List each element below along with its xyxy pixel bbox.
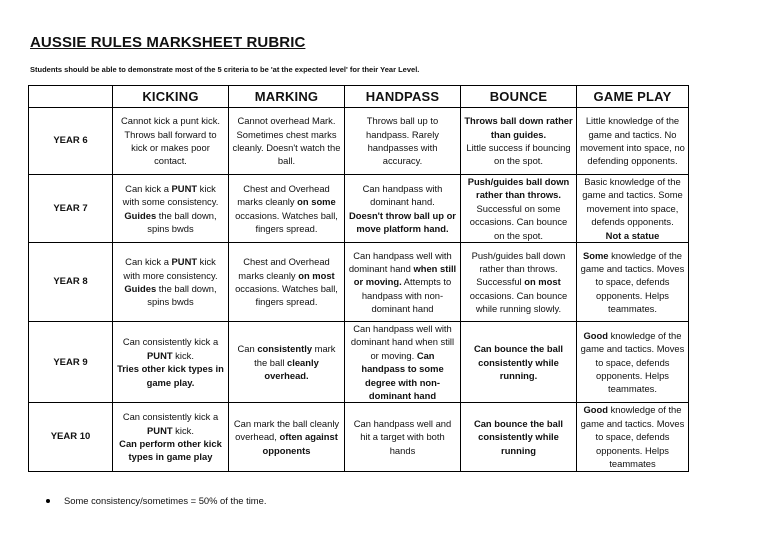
cell-text-bold: Tries other kick types in game play. <box>117 363 224 388</box>
header-bounce: BOUNCE <box>461 86 577 108</box>
subtitle: Students should be able to demonstrate most of the 5 criteria to be 'at the expected level' for their Year Level. <box>30 65 420 74</box>
bullet-icon <box>46 499 50 503</box>
cell-handpass: Can handpass well and hit a target with both hands <box>345 403 461 471</box>
cell-text-bold: Good <box>583 404 608 416</box>
header-game-play: GAME PLAY <box>577 86 689 108</box>
cell-text: Can mark the ball cleanly overhead, <box>233 417 340 443</box>
cell-text: the ball down, spins bwds <box>147 283 217 308</box>
cell-text: occasions. Can bounce while running slowly. <box>469 289 568 315</box>
cell-text-bold: Guides <box>124 209 157 221</box>
cell-bounce <box>461 243 577 322</box>
cell-text: mark the ball <box>254 343 336 368</box>
cell-text-bold: when still or moving. <box>353 262 457 288</box>
cell-game-play <box>577 403 689 471</box>
cell-text-bold: on some <box>297 196 336 208</box>
cell-handpass: Throws ball up to handpass. Rarely handpasses with accuracy. <box>345 108 461 175</box>
cell-text: Attempts to handpass with non-dominant hand <box>361 276 452 315</box>
table-row <box>29 403 689 471</box>
cell-marking <box>229 175 345 243</box>
cell-text: kick. <box>172 349 194 361</box>
cell-text: Little success if bouncing on the spot. <box>466 142 571 167</box>
cell-text-bold: cleanly overhead. <box>264 356 319 381</box>
cell-text: Chest and Overhead marks cleanly <box>238 256 330 281</box>
header-row <box>29 86 689 108</box>
cell-kicking <box>113 322 229 403</box>
cell-game-play <box>577 322 689 403</box>
cell-text: knowledge of the game and tactics. Moves to space, defends opponents. Helps teammates. <box>580 249 685 315</box>
header-marking: MARKING <box>229 86 345 108</box>
table-row <box>29 108 689 175</box>
cell-handpass <box>345 322 461 403</box>
cell-text-bold: Throws ball down rather than guides. <box>464 115 573 140</box>
year-label: YEAR 7 <box>29 175 113 243</box>
year-label: YEAR 10 <box>29 403 113 471</box>
header-kicking: KICKING <box>113 86 229 108</box>
cell-text-bold: PUNT <box>147 349 173 361</box>
cell-text: Basic knowledge of the game and tactics. Some movement into space, defends opponents. <box>582 176 683 228</box>
rubric-table <box>28 85 689 472</box>
cell-text-bold: PUNT <box>147 424 173 436</box>
cell-bounce: Can bounce the ball consistently while running <box>461 403 577 471</box>
footnote <box>46 495 266 506</box>
cell-text: Successful on some occasions. Can bounce on the spot. <box>469 202 568 241</box>
cell-text-bold: Can perform other kick types in game play <box>119 437 222 463</box>
cell-marking <box>229 322 345 403</box>
cell-text-bold: Can handpass to some degree with non-dominant hand <box>361 349 444 402</box>
cell-text: Chest and Overhead marks cleanly <box>237 182 330 208</box>
cell-text: Can consistently kick a <box>122 336 219 348</box>
cell-text-bold: Doesn't throw ball up or move platform hand. <box>349 209 456 234</box>
cell-text-bold: on most <box>298 269 335 281</box>
cell-kicking <box>113 243 229 322</box>
cell-text: knowledge of the game and tactics. Moves to space, defends opponents. Helps teammates <box>580 404 685 470</box>
year-label: YEAR 6 <box>29 108 113 175</box>
table-row <box>29 322 689 403</box>
cell-text-bold: PUNT <box>171 182 198 194</box>
corner-cell <box>29 86 113 108</box>
cell-marking <box>229 243 345 322</box>
cell-text: Can handpass well with dominant hand when still or moving. <box>350 323 455 361</box>
cell-text: kick with some consistency. <box>122 182 219 208</box>
cell-text: Can kick a <box>125 256 172 268</box>
cell-text-bold: Guides <box>124 283 157 295</box>
cell-marking: Cannot overhead Mark. Sometimes chest marks cleanly. Doesn't watch the ball. <box>229 108 345 175</box>
cell-text: knowledge of the game and tactics. Moves to space, defends opponents. Helps teammates. <box>580 329 685 395</box>
cell-text-bold: Push/guides ball down rather than throws. <box>467 176 570 201</box>
cell-text-bold: Some <box>582 249 609 261</box>
cell-marking <box>229 403 345 471</box>
year-label: YEAR 9 <box>29 322 113 403</box>
cell-kicking <box>113 175 229 243</box>
cell-bounce <box>461 108 577 175</box>
cell-text: Can handpass with dominant hand. <box>362 182 443 208</box>
cell-handpass <box>345 243 461 322</box>
cell-text: occasions. Watches ball, fingers spread. <box>235 209 338 234</box>
cell-text: Can handpass well with dominant hand <box>348 249 452 274</box>
cell-text: Push/guides ball down rather than throws. Successful <box>471 249 566 288</box>
cell-text-bold: consistently <box>257 343 313 355</box>
cell-kicking: Cannot kick a punt kick. Throws ball forward to kick or makes poor contact. <box>113 108 229 175</box>
header-handpass: HANDPASS <box>345 86 461 108</box>
year-label: YEAR 8 <box>29 243 113 322</box>
page-title: AUSSIE RULES MARKSHEET RUBRIC <box>30 34 306 51</box>
cell-text-bold: on most <box>524 276 561 288</box>
cell-text: occasions. Watches ball, fingers spread. <box>235 283 338 308</box>
cell-text: Can consistently kick a <box>122 411 219 423</box>
cell-text-bold: Not a statue <box>605 229 660 241</box>
cell-text-bold: PUNT <box>171 256 198 268</box>
cell-bounce <box>461 175 577 243</box>
cell-text: the ball down, spins bwds <box>147 209 217 234</box>
cell-text-bold: often against opponents <box>262 431 338 456</box>
cell-kicking <box>113 403 229 471</box>
cell-text: Can kick a <box>125 182 172 194</box>
table-row <box>29 243 689 322</box>
cell-handpass <box>345 175 461 243</box>
footnote-text: Some consistency/sometimes = 50% of the time. <box>64 495 267 506</box>
cell-text: kick with more consistency. <box>123 256 218 281</box>
cell-game-play: Little knowledge of the game and tactics. No movement into space, no defending opponents. <box>577 108 689 175</box>
table-row <box>29 175 689 243</box>
cell-text: Can <box>237 343 258 355</box>
cell-bounce: Can bounce the ball consistently while running. <box>461 322 577 403</box>
cell-game-play <box>577 175 689 243</box>
cell-game-play <box>577 243 689 322</box>
cell-text: kick. <box>172 424 194 436</box>
cell-text-bold: Good <box>583 329 608 341</box>
